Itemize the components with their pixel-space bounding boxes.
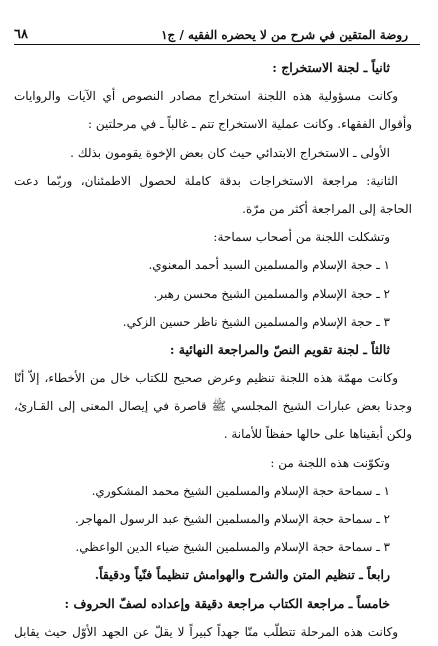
text-line: ٣ ـ حجة الإسلام والمسلمين الشيخ ناظر حسين الزكي. [122,314,390,329]
section-heading: ثانياً ـ لجنة الاستخراج : [272,60,390,75]
text-line: الثانية: مراجعة الاستخراجات بدقة كاملة لحصول الاطمئنان، وربّما دعت [14,173,398,188]
body-text [14,54,412,646]
header-rule [14,44,420,45]
text-line: ١ ـ حجة الإسلام والمسلمين السيد أحمد المعنوي. [148,258,390,273]
running-title: روضة المتقين في شرح من لا يحضره الفقيه / ج١ [161,28,408,42]
text-line: وكانت مهمّة هذه اللجنة تنظيم وعرض صحيح للكتاب خال من الأخطاء، إلاّ أنّا [14,371,398,386]
text-line: وكانت مسؤولية هذه اللجنة استخراج مصادر النصوص أي الآيات والروايات [14,89,398,104]
section-heading: خامساً ـ مراجعة الكتاب مراجعة دقيقة وإعداده لصفّ الحروف : [64,595,390,611]
section-heading: ثالثاً ـ لجنة تقويم النصّ والمراجعة النهائية : [169,341,390,357]
text-line: الأولى ـ الاستخراج الابتدائي حيث كان بعض الإخوة يقومون بذلك . [70,145,390,160]
text-line: ولكن أبقيناها على حالها حفظاً للأمانة . [223,427,412,442]
text-line: ١ ـ سماحة حجة الإسلام والمسلمين الشيخ محمد المشكوري. [91,483,390,498]
section-heading: رابعاً ـ تنظيم المتن والشرح والهوامش تنظيماً فنّياً ودقيقاً. [94,567,390,583]
text-line: ٣ ـ سماحة حجة الإسلام والمسلمين الشيخ ضياء الدين الواعظي. [75,540,390,555]
page-number: ٦٨ [14,27,28,42]
page-header [14,22,408,42]
text-line: وجدنا بعض عبارات الشيخ المجلسي ﷺ قاصرة في إيصال المعنى إلى القـارئ، [14,399,412,414]
text-line: الحاجة إلى المراجعة أكثر من مرّة. [242,201,412,216]
text-line: ٢ ـ سماحة حجة الإسلام والمسلمين الشيخ عبد الرسول المهاجر. [74,512,390,526]
text-line: ٢ ـ حجة الإسلام والمسلمين الشيخ محسن رهبر. [153,286,390,301]
text-line: وتكوّنت هذه اللجنة من : [270,455,390,470]
text-line: وتشكلت اللجنة من أصحاب سماحة: [213,230,390,245]
text-line: وكانت هذه المرحلة تتطلّب منّا جهداً كبيراً لا يقلّ عن الجهد الأوّل حيث يقابل [14,624,398,639]
text-line: وأقوال الفقهاء. وكانت عملية الاستخراج تتم ـ غالباً ـ في مرحلتين : [87,117,412,132]
